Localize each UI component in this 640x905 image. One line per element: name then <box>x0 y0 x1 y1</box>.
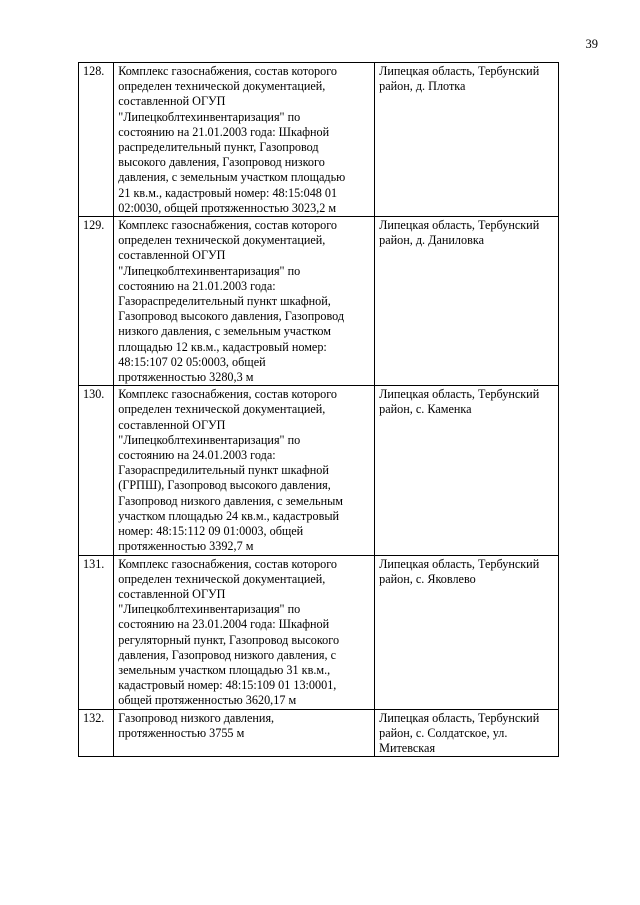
description-cell <box>114 555 375 709</box>
table-row <box>79 217 559 386</box>
address-line: район, д. Даниловка <box>379 233 484 248</box>
description-line: "Липецкоблтехинвентаризация" по <box>118 432 301 447</box>
row-number: 132. <box>83 710 105 725</box>
description-line: номер: 48:15:112 09 01:0003, общей <box>118 524 304 539</box>
description-line: Комплекс газоснабжения, состав которого <box>118 218 338 233</box>
description-cell <box>114 709 375 757</box>
row-number: 128. <box>83 64 105 78</box>
row-number-cell <box>79 63 114 217</box>
description-line: определен технической документацией, <box>118 402 326 417</box>
description-line: (ГРПШ), Газопровод высокого давления, <box>118 478 331 493</box>
description-line: протяженностью 3755 м <box>118 725 245 740</box>
address-cell <box>375 63 559 217</box>
description-line: кадастровый номер: 48:15:109 01 13:0001, <box>118 678 337 693</box>
description-line: составленной ОГУП <box>118 417 226 432</box>
description-line: протяженностью 3392,7 м <box>118 539 254 554</box>
table-row <box>79 555 559 709</box>
description-line: распределительный пункт, Газопровод <box>118 140 319 155</box>
description-line: Комплекс газоснабжения, состав которого <box>118 387 338 402</box>
row-number: 130. <box>83 387 105 402</box>
address-line: район, с. Солдатское, ул. <box>379 725 508 740</box>
description-line: составленной ОГУП <box>118 248 226 263</box>
description-line: Газораспределительный пункт шкафной, <box>118 294 331 309</box>
table-row <box>79 709 559 757</box>
description-line: Газопровод низкого давления, <box>118 710 275 725</box>
description-line: состоянию на 21.01.2003 года: <box>118 278 276 293</box>
description-line: Комплекс газоснабжения, состав которого <box>118 556 338 571</box>
row-number-cell <box>79 386 114 555</box>
address-cell <box>375 386 559 555</box>
description-line: 48:15:107 02 05:0003, общей <box>118 354 266 369</box>
description-line: состоянию на 24.01.2003 года: <box>118 448 276 463</box>
description-line: Газораспредилительный пункт шкафной <box>118 463 329 478</box>
address-line: Липецкая область, Тербунский <box>379 710 540 725</box>
description-line: площадью 12 кв.м., кадастровый номер: <box>118 339 327 354</box>
description-cell <box>114 386 375 555</box>
description-line: земельным участком площадью 31 кв.м., <box>118 662 331 677</box>
address-cell <box>375 555 559 709</box>
address-line: Липецкая область, Тербунский <box>379 64 540 78</box>
description-line: "Липецкоблтехинвентаризация" по <box>118 602 301 617</box>
description-line: "Липецкоблтехинвентаризация" по <box>118 263 301 278</box>
table-row <box>79 63 559 217</box>
address-line: Липецкая область, Тербунский <box>379 387 540 402</box>
description-line: давления, с земельным участком площадью <box>118 170 346 185</box>
address-line: Липецкая область, Тербунский <box>379 218 540 233</box>
description-line: определен технической документацией, <box>118 79 326 94</box>
description-cell <box>114 63 375 217</box>
address-line: Липецкая область, Тербунский <box>379 556 540 571</box>
address-line: район, с. Яковлево <box>379 571 476 586</box>
address-cell <box>375 217 559 386</box>
description-line: 21 кв.м., кадастровый номер: 48:15:048 01 <box>118 185 338 200</box>
description-line: высокого давления, Газопровод низкого <box>118 155 325 170</box>
table-row <box>79 386 559 555</box>
address-cell <box>375 709 559 757</box>
description-line: низкого давления, с земельным участком <box>118 324 331 339</box>
page-number: 39 <box>585 37 598 51</box>
description-line: Комплекс газоснабжения, состав которого <box>118 64 338 78</box>
description-cell <box>114 217 375 386</box>
description-line: общей протяженностью 3620,17 м <box>118 693 297 708</box>
address-line: Митевская <box>379 740 436 755</box>
description-line: Газопровод высокого давления, Газопровод <box>118 309 345 324</box>
description-line: участком площадью 24 кв.м., кадастровый <box>118 508 340 523</box>
description-line: составленной ОГУП <box>118 586 226 601</box>
row-number: 129. <box>83 218 105 233</box>
address-line: район, с. Каменка <box>379 402 472 417</box>
row-number-cell <box>79 555 114 709</box>
description-line: давления, Газопровод низкого давления, с <box>118 647 337 662</box>
description-line: 02:0030, общей протяженностью 3023,2 м <box>118 200 337 215</box>
row-number: 131. <box>83 556 105 571</box>
description-line: протяженностью 3280,3 м <box>118 370 254 385</box>
description-line: составленной ОГУП <box>118 94 226 109</box>
description-line: определен технической документацией, <box>118 233 326 248</box>
description-line: состоянию на 23.01.2004 года: Шкафной <box>118 617 330 632</box>
row-number-cell <box>79 217 114 386</box>
description-line: регуляторный пункт, Газопровод высокого <box>118 632 340 647</box>
description-line: определен технической документацией, <box>118 571 326 586</box>
address-line: район, д. Плотка <box>379 79 466 94</box>
description-line: Газопровод низкого давления, с земельным <box>118 493 344 508</box>
row-number-cell <box>79 709 114 757</box>
description-line: состоянию на 21.01.2003 года: Шкафной <box>118 124 330 139</box>
property-table <box>78 62 559 757</box>
description-line: "Липецкоблтехинвентаризация" по <box>118 109 301 124</box>
property-table-body <box>79 63 559 757</box>
